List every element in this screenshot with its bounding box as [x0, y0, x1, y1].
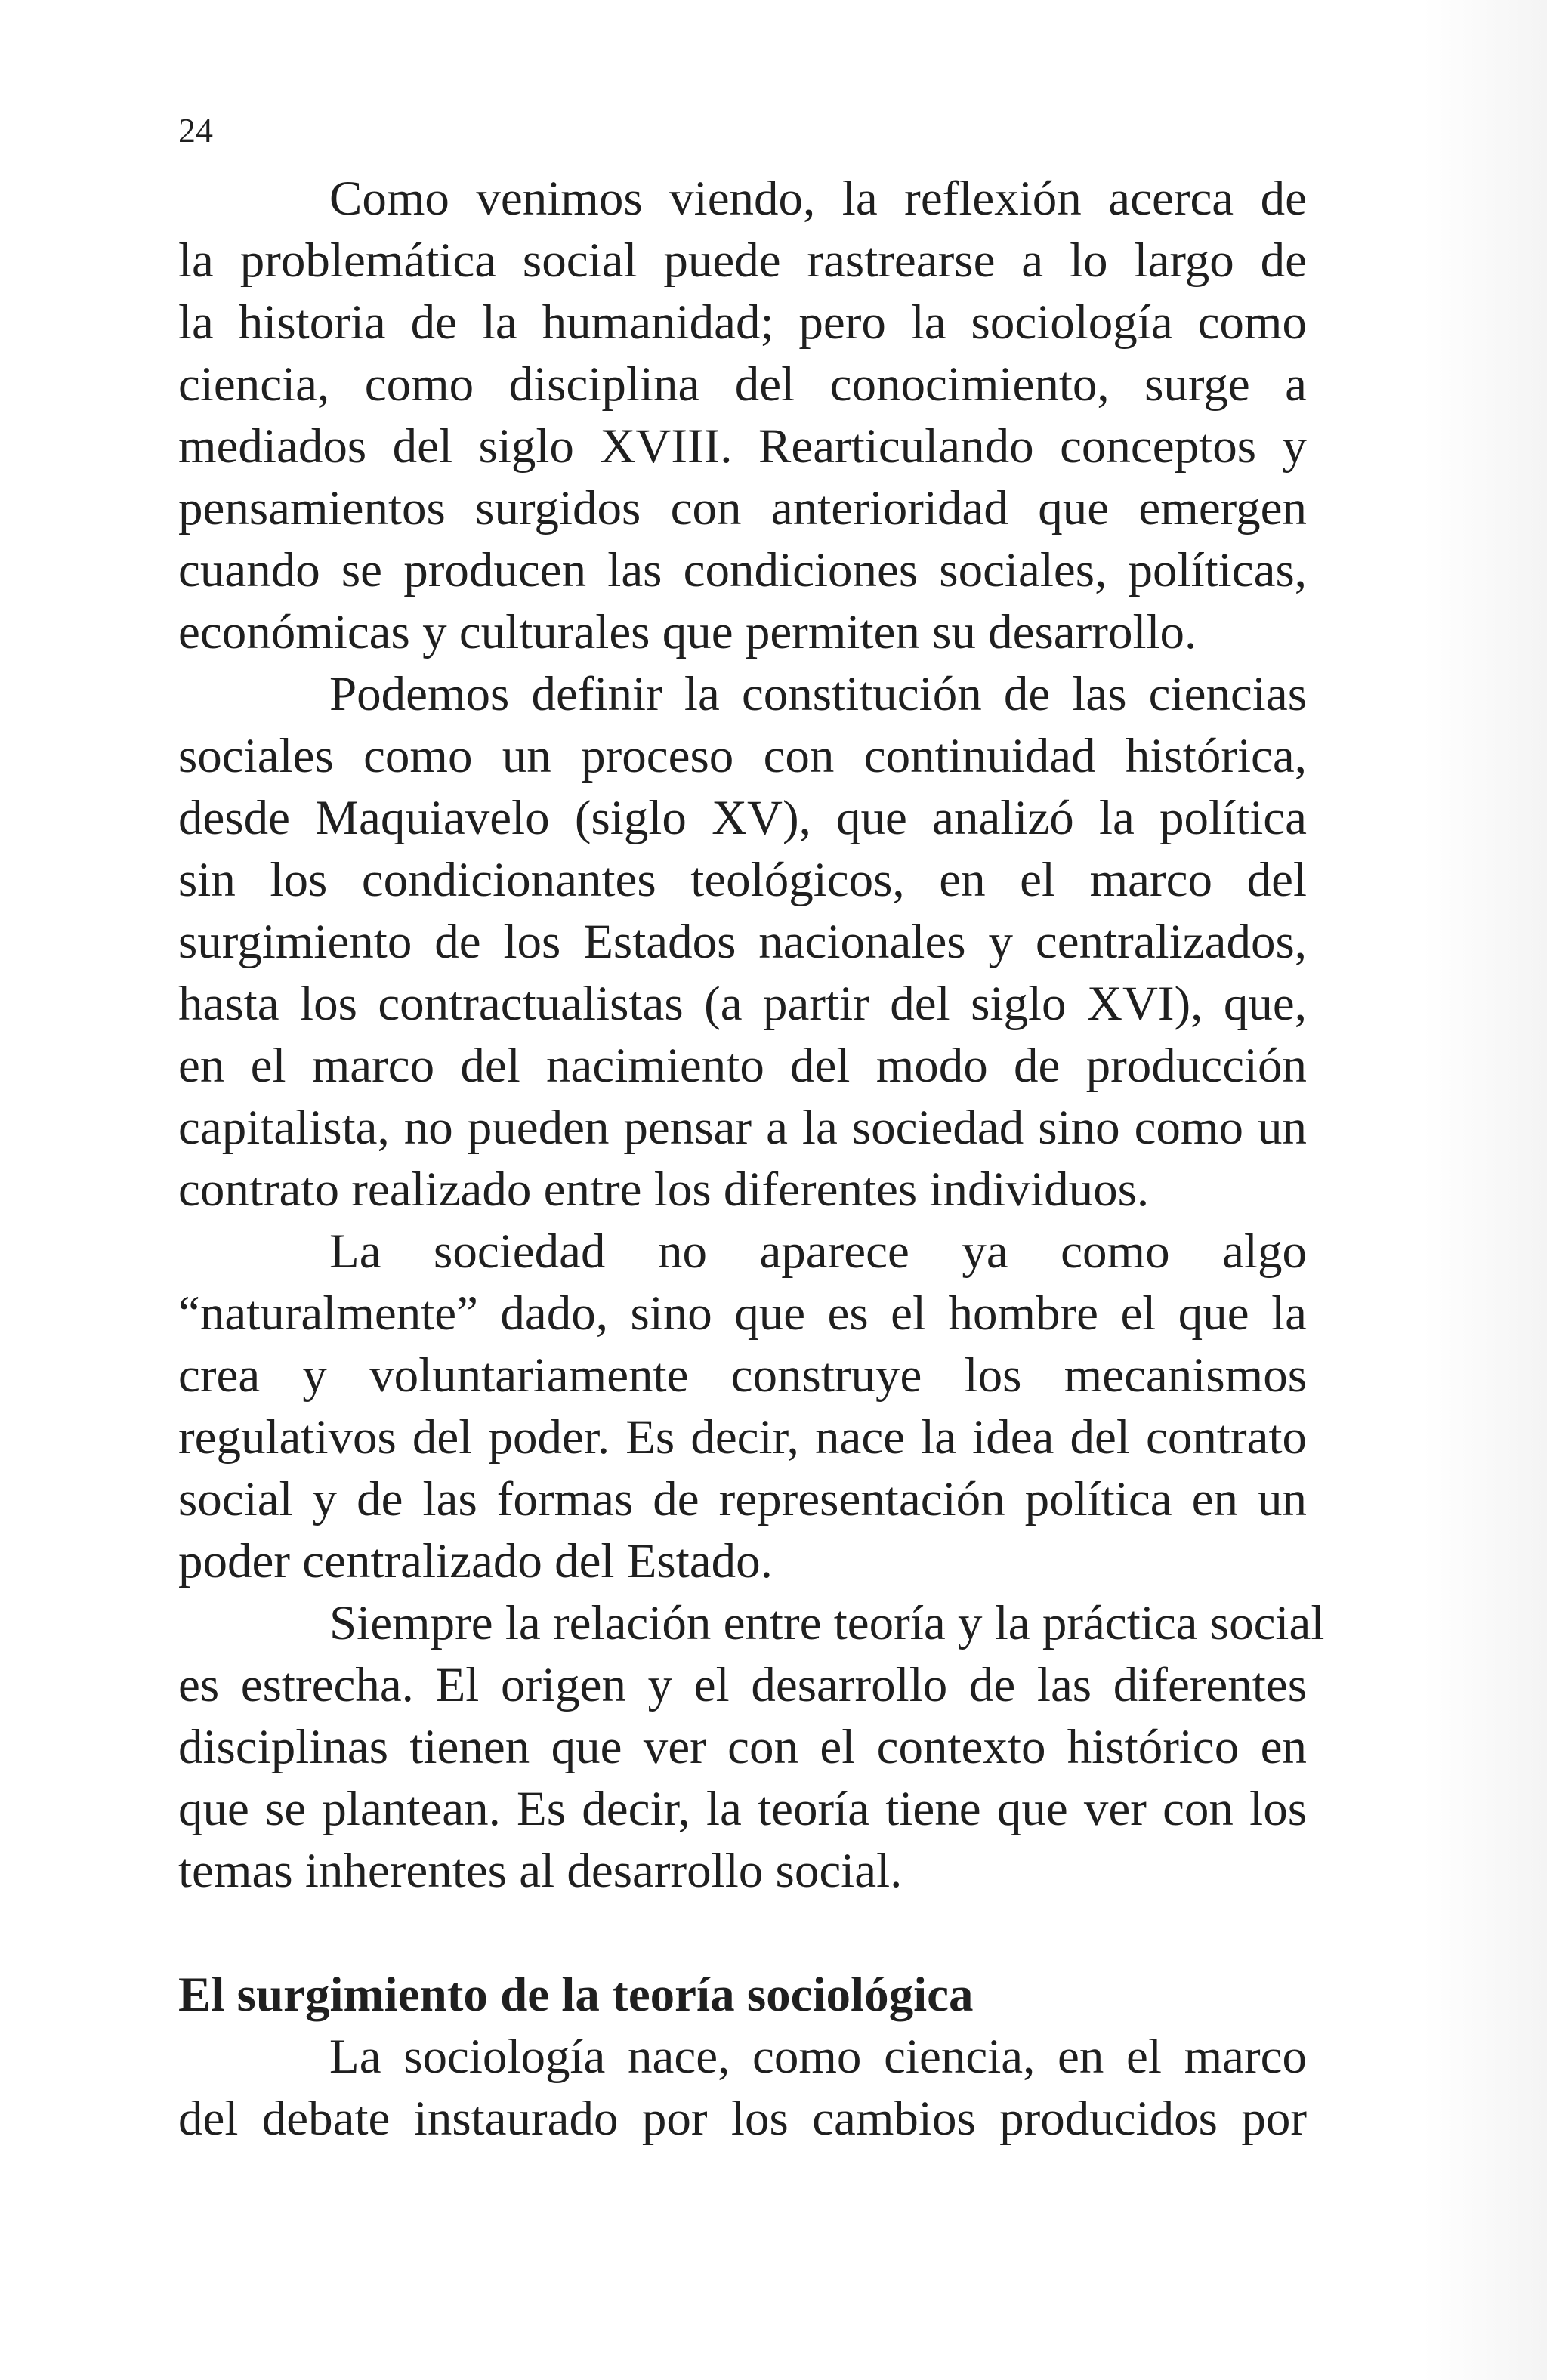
text-line: La sociología nace, como ciencia, en el marco — [329, 2030, 1307, 2084]
text-line: social y de las formas de representación política en un — [178, 1472, 1307, 1526]
text-line: contrato realizado entre los diferentes individuos. — [178, 1162, 1150, 1217]
text-line: Podemos definir la constitución de las ciencias — [329, 667, 1307, 721]
text-line: disciplinas tienen que ver con el contexto histórico en — [178, 1720, 1307, 1774]
paragraph-1 — [178, 168, 1307, 663]
paragraph-5 — [178, 2026, 1307, 2150]
paragraph-3 — [178, 1221, 1307, 1592]
text-line: mediados del siglo XVIII. Rearticulando conceptos y — [178, 419, 1307, 474]
body-text — [178, 168, 1325, 2150]
text-line: la problemática social puede rastrearse a lo largo de — [178, 233, 1307, 288]
text-line: sociales como un proceso con continuidad histórica, — [178, 729, 1307, 783]
text-line: capitalista, no pueden pensar a la sociedad sino como un — [178, 1100, 1307, 1155]
paragraph-2 — [178, 663, 1307, 1221]
text-line: en el marco del nacimiento del modo de producción — [178, 1039, 1307, 1093]
text-line: surgimiento de los Estados nacionales y centralizados, — [178, 915, 1307, 969]
text-line: regulativos del poder. Es decir, nace la idea del contrato — [178, 1410, 1307, 1465]
text-line: ciencia, como disciplina del conocimiento, surge a — [178, 357, 1307, 412]
text-line: cuando se producen las condiciones sociales, políticas, — [178, 543, 1307, 597]
paragraph-4 — [178, 1592, 1325, 1902]
page-number: 24 — [178, 111, 213, 150]
text-line: Como venimos viendo, la reflexión acerca de — [329, 171, 1307, 226]
text-line: poder centralizado del Estado. — [178, 1534, 773, 1588]
text-line: la historia de la humanidad; pero la sociología como — [178, 295, 1307, 350]
text-line: que se plantean. Es decir, la teoría tiene que ver con los — [178, 1782, 1307, 1836]
text-line: es estrecha. El origen y el desarrollo de las diferentes — [178, 1658, 1307, 1712]
text-line: Siempre la relación entre teoría y la práctica social — [329, 1596, 1325, 1650]
text-line: La sociedad no aparece ya como algo — [329, 1224, 1307, 1279]
section-heading: El surgimiento de la teoría sociológica — [178, 1968, 974, 2022]
text-line: del debate instaurado por los cambios producidos por — [178, 2091, 1307, 2146]
text-line: crea y voluntariamente construye los mecanismos — [178, 1348, 1307, 1403]
text-line: “naturalmente” dado, sino que es el hombre el que la — [178, 1286, 1307, 1341]
text-line: económicas y culturales que permiten su desarrollo. — [178, 605, 1197, 659]
section-gap — [178, 1902, 1307, 1964]
text-line: desde Maquiavelo (siglo XV), que analizó la política — [178, 791, 1307, 845]
text-line: temas inherentes al desarrollo social. — [178, 1844, 903, 1898]
text-line: pensamientos surgidos con anterioridad que emergen — [178, 481, 1307, 536]
text-line: hasta los contractualistas (a partir del siglo XVI), que, — [178, 977, 1307, 1031]
text-line: sin los condicionantes teológicos, en el marco del — [178, 853, 1307, 907]
